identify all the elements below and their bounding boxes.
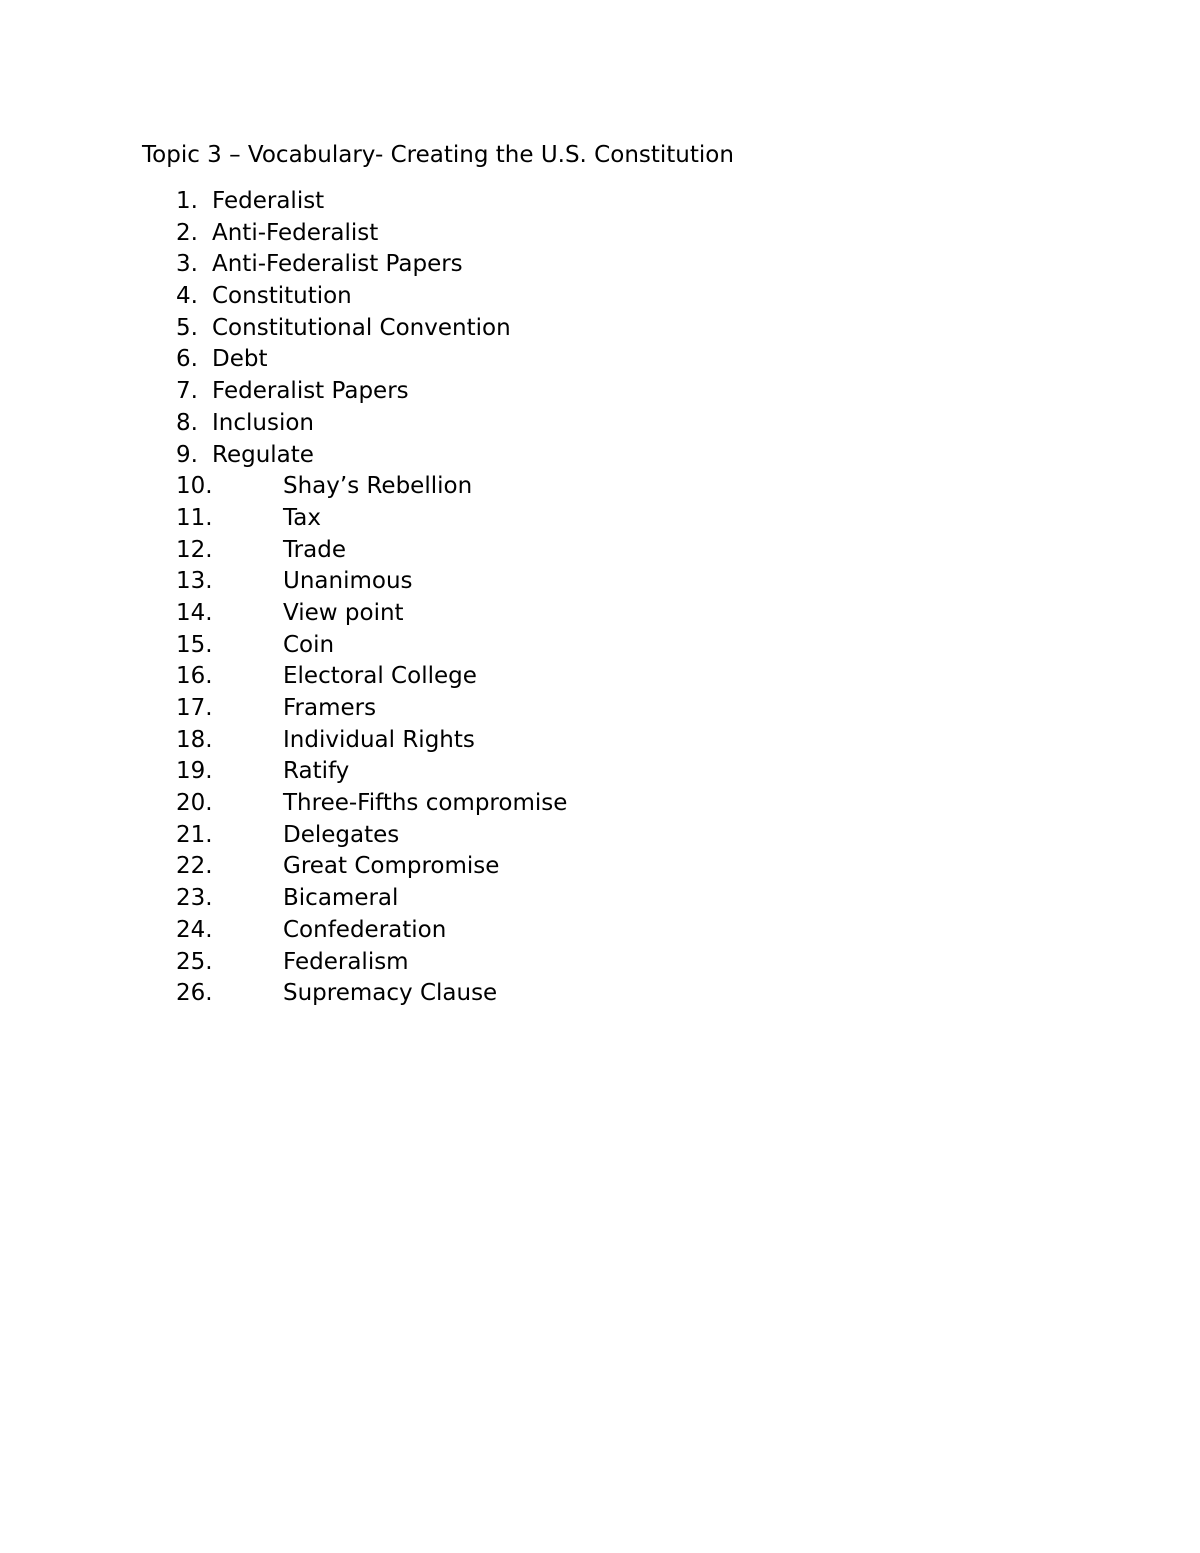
list-item-number: 19. [176, 758, 213, 785]
vocabulary-term: Delegates [283, 821, 400, 848]
list-item-number: 2. [176, 219, 198, 246]
vocabulary-term: Framers [283, 695, 377, 721]
vocabulary-term: Electoral College [283, 663, 477, 690]
vocabulary-term: Constitution [212, 283, 352, 310]
vocabulary-term: Great Compromise [283, 853, 500, 880]
vocabulary-term: Bicameral [283, 885, 399, 912]
list-item-number: 22. [176, 853, 213, 880]
list-item-number: 7. [176, 378, 198, 405]
list-item-number: 14. [176, 599, 213, 626]
list-item-number: 25. [176, 948, 213, 975]
list-item-number: 5. [176, 314, 198, 341]
list-item-number: 21. [176, 821, 213, 848]
vocabulary-term: Trade [283, 536, 346, 563]
vocabulary-term: Supremacy Clause [283, 980, 498, 1007]
vocabulary-term: Unanimous [283, 568, 413, 595]
list-item-number: 16. [176, 663, 213, 690]
list-item-number: 10. [176, 473, 213, 500]
list-item-number: 4. [176, 283, 198, 310]
vocabulary-term: Federalist [212, 188, 325, 214]
vocabulary-term: Three-Fifths compromise [283, 790, 568, 817]
list-item-number: 1. [176, 188, 198, 214]
list-item-number: 11. [176, 504, 213, 531]
vocabulary-term: Ratify [283, 758, 350, 785]
list-item-number: 15. [176, 631, 213, 658]
vocabulary-term: Inclusion [212, 409, 314, 436]
list-item-number: 17. [176, 695, 213, 721]
vocabulary-term: Federalist Papers [212, 378, 409, 405]
list-item-number: 23. [176, 885, 213, 912]
vocabulary-term: Anti-Federalist Papers [212, 251, 463, 278]
vocabulary-term: View point [283, 599, 404, 626]
vocabulary-term: Coin [283, 631, 335, 658]
list-item-number: 18. [176, 726, 213, 753]
list-item-number: 26. [176, 980, 213, 1007]
vocabulary-term: Constitutional Convention [212, 314, 511, 341]
list-item-number: 13. [176, 568, 213, 595]
vocabulary-term: Debt [212, 346, 268, 373]
document-title: Topic 3 – Vocabulary- Creating the U.S. Constitution [142, 142, 734, 168]
list-item-number: 9. [176, 441, 198, 468]
vocabulary-term: Regulate [212, 441, 314, 468]
vocabulary-term: Confederation [283, 916, 447, 943]
list-item-number: 3. [176, 251, 198, 278]
vocabulary-term: Shay’s Rebellion [283, 473, 473, 500]
vocabulary-term: Anti-Federalist [212, 219, 379, 246]
vocabulary-term: Individual Rights [283, 726, 475, 753]
list-item-number: 12. [176, 536, 213, 563]
vocabulary-term: Tax [283, 504, 321, 531]
list-item-number: 8. [176, 409, 198, 436]
vocabulary-term: Federalism [283, 948, 409, 975]
list-item-number: 24. [176, 916, 213, 943]
list-item-number: 20. [176, 790, 213, 817]
list-item-number: 6. [176, 346, 198, 373]
